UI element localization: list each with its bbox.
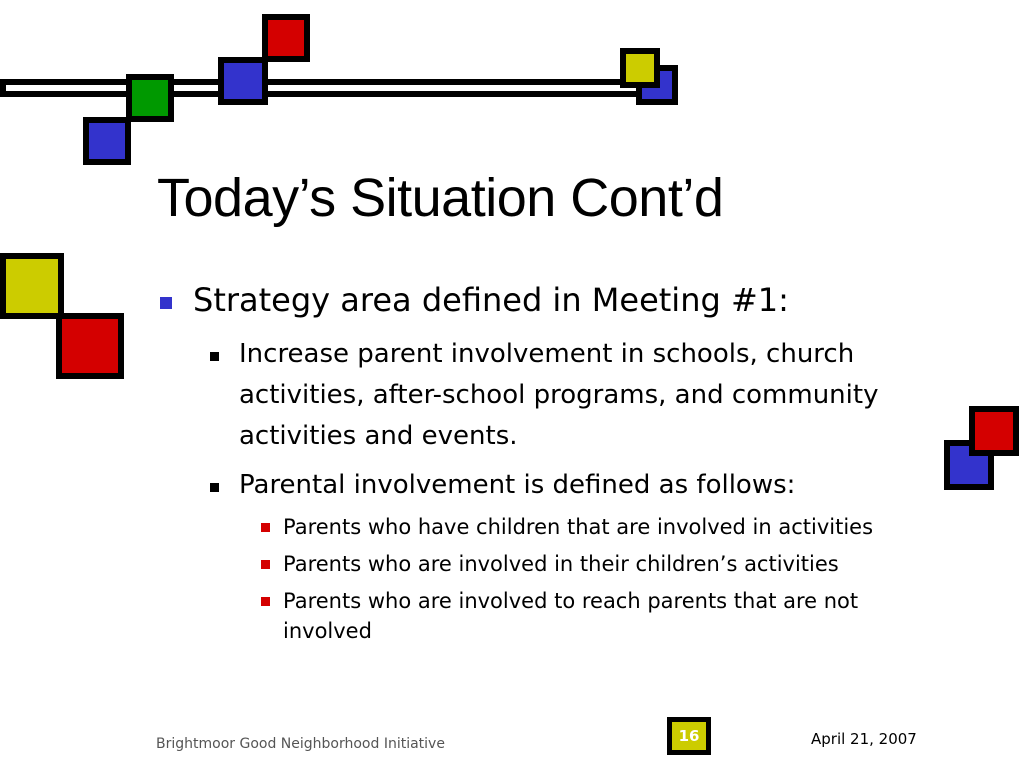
bullet-level2: Increase parent involvement in schools, church activities, after-school programs, and community activities and events.: [239, 339, 879, 451]
bullet-square-icon: [261, 597, 270, 606]
bullet-square-icon: [261, 560, 270, 569]
bullet-level1: Strategy area defined in Meeting #1:: [193, 281, 789, 319]
red-square-decoration: [56, 313, 124, 379]
bullet-square-icon: [210, 483, 219, 492]
blue-square-decoration: [218, 57, 268, 105]
bullet-level3: Parents who are involved in their children’s activities: [283, 552, 839, 576]
slide-title: Today’s Situation Cont’d: [157, 168, 724, 228]
red-square-decoration: [262, 14, 310, 62]
yellow-square-decoration: [0, 253, 64, 319]
page-number: 16: [667, 717, 711, 755]
bullet-level2: Parental involvement is defined as follows:: [239, 470, 796, 500]
bullet-level3: Parents who are involved to reach parents that are not involved: [283, 589, 859, 643]
bullet-square-icon: [210, 352, 219, 361]
yellow-square-decoration: [620, 48, 660, 88]
green-square-decoration: [126, 74, 174, 122]
bullet-square-icon: [261, 523, 270, 532]
bullet-square-icon: [160, 297, 172, 309]
blue-square-decoration: [83, 117, 131, 165]
red-square-decoration: [969, 406, 1019, 456]
footer-date: April 21, 2007: [811, 730, 917, 748]
bullet-level3: Parents who have children that are involved in activities: [283, 515, 874, 539]
footer-organization: Brightmoor Good Neighborhood Initiative: [156, 736, 445, 752]
decorative-bar-inner: [6, 85, 659, 91]
